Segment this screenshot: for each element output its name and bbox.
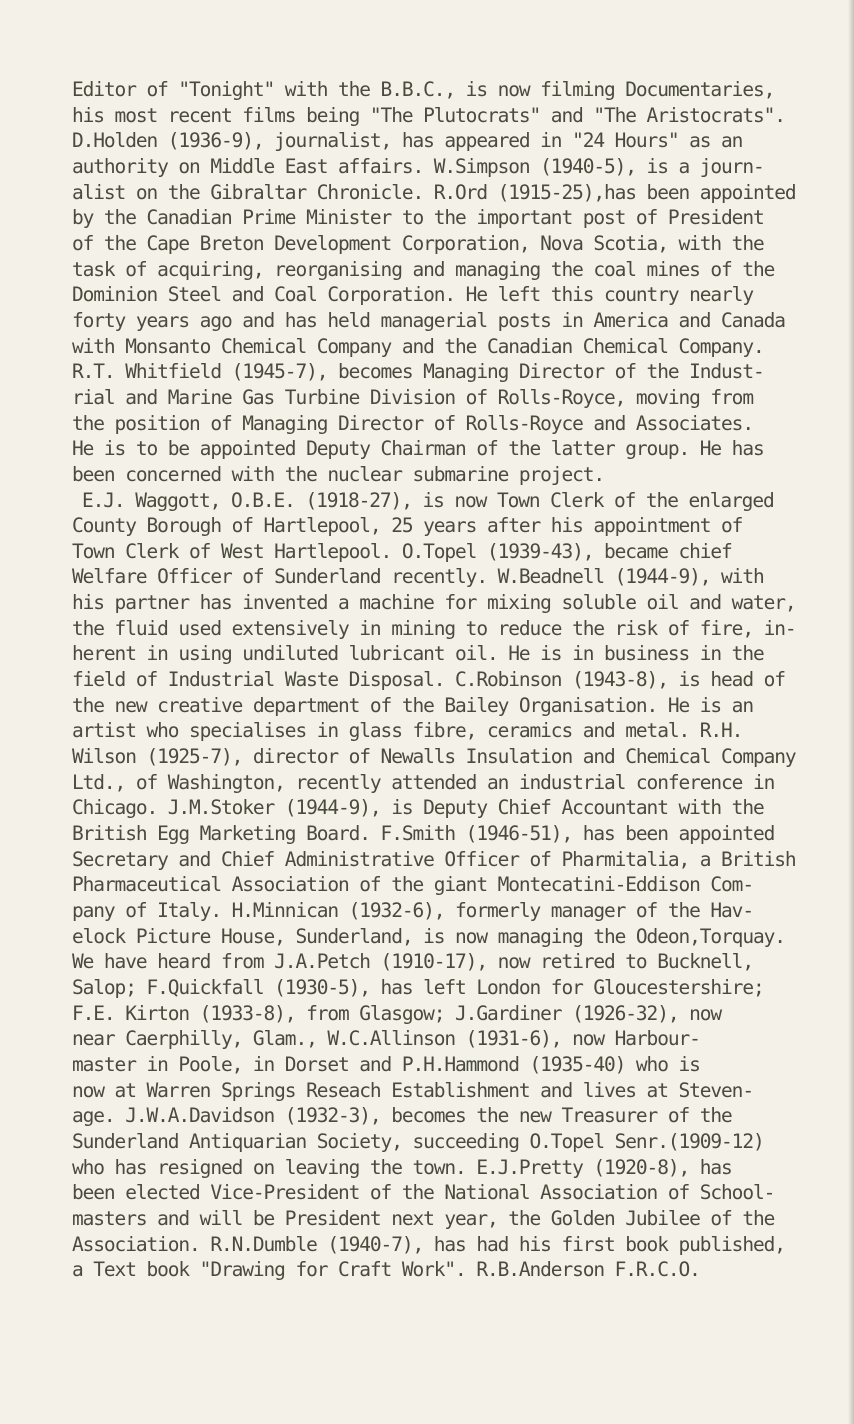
text-line: artist who specialises in glass fibre, ceramics and metal. R.H. [72, 719, 743, 743]
text-line: age. J.W.A.Davidson (1932-3), becomes the new Treasurer of the [72, 1104, 732, 1128]
text-line: D.Holden (1936-9), journalist, has appeared in "24 Hours" as an [72, 129, 743, 153]
body-text [72, 77, 796, 1283]
page-edge-shadow [848, 0, 854, 1424]
text-line: masters and will be President next year, the Golden Jubilee of the [72, 1206, 775, 1230]
text-line: the fluid used extensively in mining to reduce the risk of fire, in- [72, 616, 796, 640]
text-line: alist on the Gibraltar Chronicle. R.Ord (1915-25),has been appointed [72, 180, 796, 204]
text-line: pany of Italy. H.Minnican (1932-6), formerly manager of the Hav- [72, 899, 753, 922]
text-line: his partner has invented a machine for mixing soluble oil and water, [72, 591, 796, 615]
text-line: Wilson (1925-7), director of Newalls Insulation and Chemical Company [72, 745, 796, 769]
text-line: authority on Middle East affairs. W.Simpson (1940-5), is a journ- [72, 154, 764, 178]
text-line: the new creative department of the Bailey Organisation. He is an [72, 693, 753, 717]
text-line: now at Warren Springs Reseach Establishment and lives at Steven- [72, 1078, 753, 1102]
text-line: his most recent films being "The Plutocrats" and "The Aristocrats". [72, 103, 785, 127]
text-line: by the Canadian Prime Minister to the important post of President [72, 206, 764, 230]
text-line: Welfare Officer of Sunderland recently. W.Beadnell (1944-9), with [72, 565, 764, 589]
text-line: Chicago. J.M.Stoker (1944-9), is Deputy Chief Accountant with the [72, 796, 764, 820]
text-line: Sunderland Antiquarian Society, succeeding O.Topel Senr.(1909-12) [72, 1129, 764, 1153]
text-line: Dominion Steel and Coal Corporation. He left this country nearly [72, 283, 753, 307]
text-line: Pharmaceutical Association of the giant Montecatini-Eddison Com- [72, 873, 753, 897]
text-line: Salop; F.Quickfall (1930-5), has left London for Gloucestershire; [72, 975, 764, 999]
text-line: We have heard from J.A.Petch (1910-17), now retired to Bucknell, [72, 950, 753, 974]
text-line: E.J. Waggott, O.B.E. (1918-27), is now Town Clerk of the enlarged [82, 488, 774, 512]
text-line: forty years ago and has held managerial posts in America and Canada [72, 308, 785, 332]
text-line: Editor of "Tonight" with the B.B.C., is now filming Documentaries, [72, 78, 775, 101]
text-line: R.T. Whitfield (1945-7), becomes Managing Director of the Indust- [72, 360, 764, 384]
text-line: near Caerphilly, Glam., W.C.Allinson (1931-6), now Harbour- [72, 1027, 700, 1051]
text-line: master in Poole, in Dorset and P.H.Hammond (1935-40) who is [72, 1052, 700, 1076]
text-line: British Egg Marketing Board. F.Smith (1946-51), has been appointed [72, 822, 775, 846]
text-line: a Text book "Drawing for Craft Work". R.B.Anderson F.R.C.O. [72, 1258, 700, 1282]
text-line: Association. R.N.Dumble (1940-7), has had his first book published, [72, 1232, 785, 1256]
text-line: of the Cape Breton Development Corporation, Nova Scotia, with the [72, 231, 764, 255]
text-line: been elected Vice-President of the National Association of School- [72, 1181, 775, 1205]
text-line: Ltd., of Washington, recently attended an industrial conference in [72, 770, 775, 794]
text-line: elock Picture House, Sunderland, is now managing the Odeon,Torquay. [72, 924, 785, 948]
text-line: been concerned with the nuclear submarine project. [72, 462, 604, 486]
text-line: Town Clerk of West Hartlepool. O.Topel (1939-43), became chief [72, 539, 732, 563]
text-line: F.E. Kirton (1933-8), from Glasgow; J.Gardiner (1926-32), now [72, 1001, 722, 1025]
text-line: task of acquiring, reorganising and managing the coal mines of the [72, 257, 775, 281]
text-line: herent in using undiluted lubricant oil. He is in business in the [72, 642, 764, 666]
text-line: He is to be appointed Deputy Chairman of the latter group. He has [72, 437, 764, 461]
text-line: Secretary and Chief Administrative Officer of Pharmitalia, a British [72, 847, 796, 871]
text-line: with Monsanto Chemical Company and the Canadian Chemical Company. [72, 334, 764, 358]
text-line: the position of Managing Director of Rolls-Royce and Associates. [72, 411, 753, 435]
text-line: who has resigned on leaving the town. E.J.Pretty (1920-8), has [72, 1155, 732, 1179]
text-line: field of Industrial Waste Disposal. C.Robinson (1943-8), is head of [72, 668, 785, 692]
text-line: rial and Marine Gas Turbine Division of Rolls-Royce, moving from [72, 385, 753, 409]
text-line: County Borough of Hartlepool, 25 years after his appointment of [72, 514, 743, 538]
